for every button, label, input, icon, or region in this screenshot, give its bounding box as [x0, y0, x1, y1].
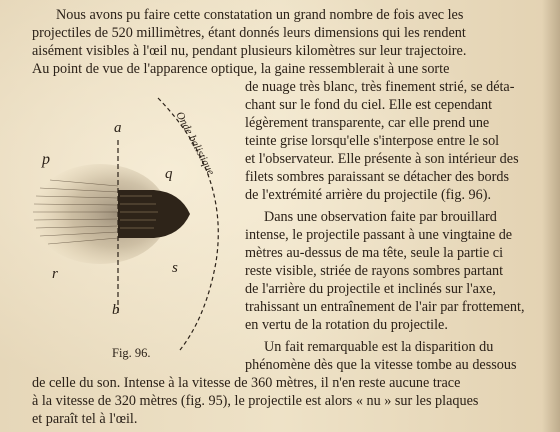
text-line: filets sombres paraissant se détacher des bords: [245, 169, 509, 185]
text-line: aisément visibles à l'œil nu, pendant plusieurs kilomètres sur leur trajectoire.: [32, 43, 467, 59]
text-line: Dans une observation faite par brouillard: [264, 209, 497, 225]
text-line: de celle du son. Intense à la vitesse de 360 mètres, il n'en reste aucune trace: [32, 375, 461, 391]
label-onde-balistique: Onde balistique: [173, 109, 217, 178]
text-line: trahissant un entraînement de l'air par frottement,: [245, 299, 525, 315]
label-p: p: [42, 151, 50, 168]
label-r: r: [52, 266, 58, 282]
label-s: s: [172, 260, 178, 276]
text-line: Un fait remarquable est la disparition du: [264, 339, 494, 355]
text-line: légèrement transparente, car elle prend une: [245, 115, 490, 131]
text-line: mètres au-dessus de ma tête, seule la partie ci: [245, 245, 504, 261]
text-line: de nuage très blanc, très finement strié, se déta-: [245, 79, 515, 95]
text-line: et paraît tel à l'œil.: [32, 411, 138, 427]
text-line: à la vitesse de 320 mètres (fig. 95), le projectile est alors « nu » sur les plaques: [32, 393, 479, 409]
label-q: q: [165, 166, 173, 182]
text-line: reste visible, striée de rayons sombres partant: [245, 263, 504, 279]
text-line: et l'observateur. Elle présente à son intérieur des: [245, 151, 519, 167]
text-line: phénomène dès que la vitesse tombe au dessous: [245, 357, 517, 373]
text-line: projectiles de 520 millimètres, étant donnés leurs dimensions qui les rendent: [32, 25, 466, 41]
label-b: b: [112, 302, 120, 318]
page-edge-shadow: [542, 0, 560, 432]
text-line: teinte grise lorsqu'elle s'interpose entre le sol: [245, 133, 500, 149]
label-a: a: [114, 120, 122, 136]
text-line: chant sur le fond du ciel. Elle est cependant: [245, 97, 493, 113]
text-line: de l'extrémité arrière du projectile (fig. 96).: [245, 187, 491, 203]
figure-96-illustration: [30, 92, 245, 352]
text-line: intense, le projectile passant à une vingtaine de: [245, 227, 513, 243]
text-line: de l'arrière du projectile et inclinés sur l'axe,: [245, 281, 496, 297]
text-line: Au point de vue de l'apparence optique, la gaine ressemblerait à une sorte: [32, 61, 450, 77]
projectile-body: [118, 190, 190, 238]
text-line: Nous avons pu faire cette constatation un grand nombre de fois avec les: [56, 7, 464, 23]
text-line: en vertu de la rotation du projectile.: [245, 317, 448, 333]
figure-caption: Fig. 96.: [112, 346, 151, 360]
